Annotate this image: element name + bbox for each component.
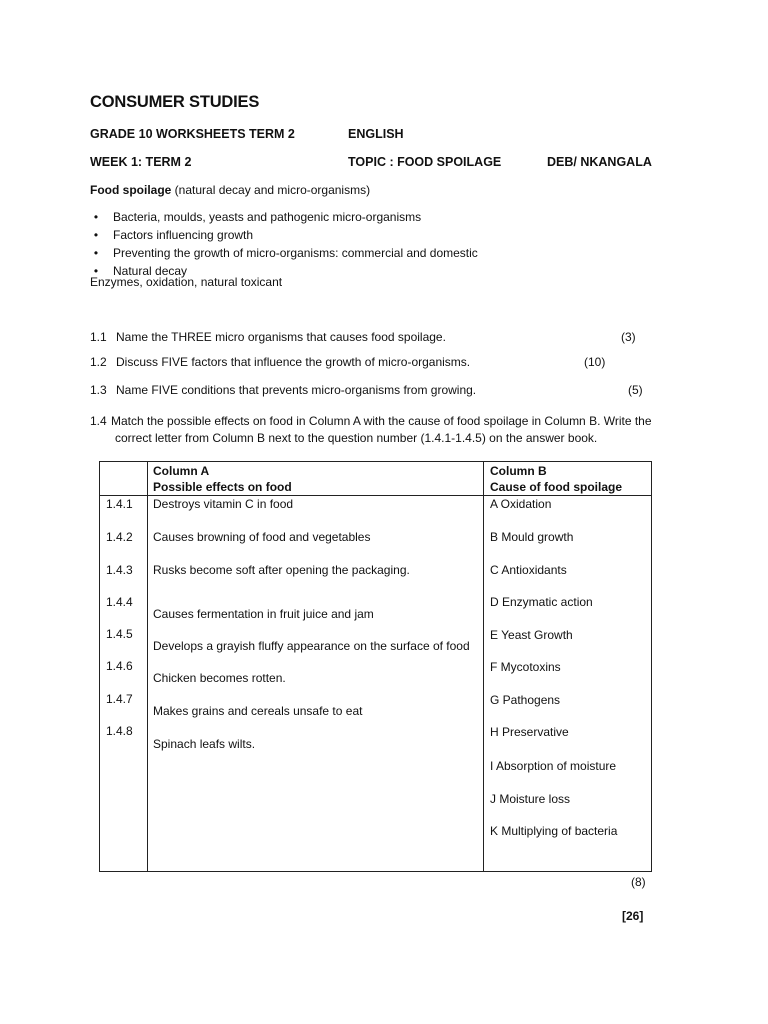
question-text: Match the possible effects on food in Column A with the cause of food spoilage in Column B. Write the	[111, 414, 652, 428]
question-1-1	[90, 330, 446, 344]
number-column	[100, 496, 148, 872]
table-row: 1.4.2	[106, 530, 133, 544]
table-row: D Enzymatic action	[490, 595, 593, 609]
bullet-text: Bacteria, moulds, yeasts and pathogenic micro-organisms	[113, 210, 422, 224]
district-label: DEB/ NKANGALA	[547, 155, 652, 169]
bullet-text: Factors influencing growth	[113, 228, 254, 242]
question-number: 1.3	[90, 383, 107, 397]
total-marks: [26]	[622, 909, 644, 923]
list-item	[90, 208, 478, 226]
table-row: 1.4.8	[106, 724, 133, 738]
column-a-header	[148, 462, 484, 496]
question-number: 1.4	[90, 414, 107, 428]
intro-bold: Food spoilage	[90, 183, 172, 197]
table-row: 1.4.3	[106, 563, 133, 577]
question-1-3	[90, 383, 476, 397]
language-label: ENGLISH	[348, 127, 404, 141]
table-row: K Multiplying of bacteria	[490, 824, 618, 838]
question-1-4-line2: correct letter from Column B next to the question number (1.4.1-1.4.5) on the answer book.	[115, 431, 598, 445]
list-item	[90, 244, 478, 262]
table-row: C Antioxidants	[490, 563, 567, 577]
table-row: J Moisture loss	[490, 792, 571, 806]
table-row: Makes grains and cereals unsafe to eat	[153, 704, 363, 718]
table-row: 1.4.6	[106, 659, 133, 673]
column-b-body	[484, 496, 652, 872]
bullet-icon: •	[93, 264, 99, 278]
week-label: WEEK 1: TERM 2	[90, 155, 192, 169]
table-row: H Preservative	[490, 725, 569, 739]
column-b-header	[484, 462, 652, 496]
question-number: 1.1	[90, 330, 107, 344]
bullet-text: Natural decay	[113, 264, 188, 278]
intro-rest: (natural decay and micro-organisms)	[171, 183, 371, 197]
page-title: CONSUMER STUDIES	[90, 93, 260, 111]
table-row: Chicken becomes rotten.	[153, 671, 286, 685]
column-a-title: Column A	[153, 464, 210, 478]
question-text: Name FIVE conditions that prevents micro-organisms from growing.	[116, 383, 477, 397]
column-a-body	[148, 496, 484, 872]
sub-note: Enzymes, oxidation, natural toxicant	[90, 275, 283, 289]
question-number: 1.2	[90, 355, 107, 369]
question-1-2	[90, 355, 470, 369]
table-row: Causes fermentation in fruit juice and jam	[153, 607, 374, 621]
table-row: 1.4.5	[106, 627, 133, 641]
table-marks: (8)	[631, 875, 646, 889]
column-a-subtitle: Possible effects on food	[153, 480, 292, 494]
question-1-1-marks: (3)	[621, 330, 636, 344]
table-row: E Yeast Growth	[490, 628, 573, 642]
bullet-icon: •	[93, 246, 99, 260]
question-1-3-marks: (5)	[628, 383, 643, 397]
table-row: G Pathogens	[490, 693, 561, 707]
table-row: Develops a grayish fluffy appearance on the surface of food	[153, 639, 470, 653]
list-item	[90, 226, 478, 244]
question-text: Name the THREE micro organisms that causes food spoilage.	[116, 330, 446, 344]
matching-table	[99, 461, 652, 872]
grade-label: GRADE 10 WORKSHEETS TERM 2	[90, 127, 295, 141]
bullet-icon: •	[93, 228, 99, 242]
table-row: 1.4.1	[106, 497, 133, 511]
table-row: 1.4.7	[106, 692, 133, 706]
column-b-title: Column B	[490, 464, 547, 478]
table-header-blank	[100, 462, 148, 496]
topic-label: TOPIC : FOOD SPOILAGE	[348, 155, 502, 169]
table-row: A Oxidation	[490, 497, 552, 511]
table-row: Destroys vitamin C in food	[153, 497, 294, 511]
table-row: 1.4.4	[106, 595, 133, 609]
question-text: Discuss FIVE factors that influence the growth of micro-organisms.	[116, 355, 471, 369]
table-body-row	[100, 496, 652, 872]
table-row: F Mycotoxins	[490, 660, 561, 674]
bullet-text: Preventing the growth of micro-organisms: commercial and domestic	[113, 246, 478, 260]
question-1-2-marks: (10)	[584, 355, 606, 369]
bullet-icon: •	[93, 210, 99, 224]
column-b-subtitle: Cause of food spoilage	[490, 480, 623, 494]
intro-line	[90, 183, 370, 197]
table-header-row	[100, 462, 652, 496]
table-row: B Mould growth	[490, 530, 574, 544]
topic-bullets	[90, 208, 478, 280]
table-row: Rusks become soft after opening the packaging.	[153, 563, 410, 577]
table-row: Causes browning of food and vegetables	[153, 530, 371, 544]
table-row: I Absorption of moisture	[490, 759, 617, 773]
question-1-4-line1	[90, 414, 652, 428]
table-row: Spinach leafs wilts.	[153, 737, 256, 751]
